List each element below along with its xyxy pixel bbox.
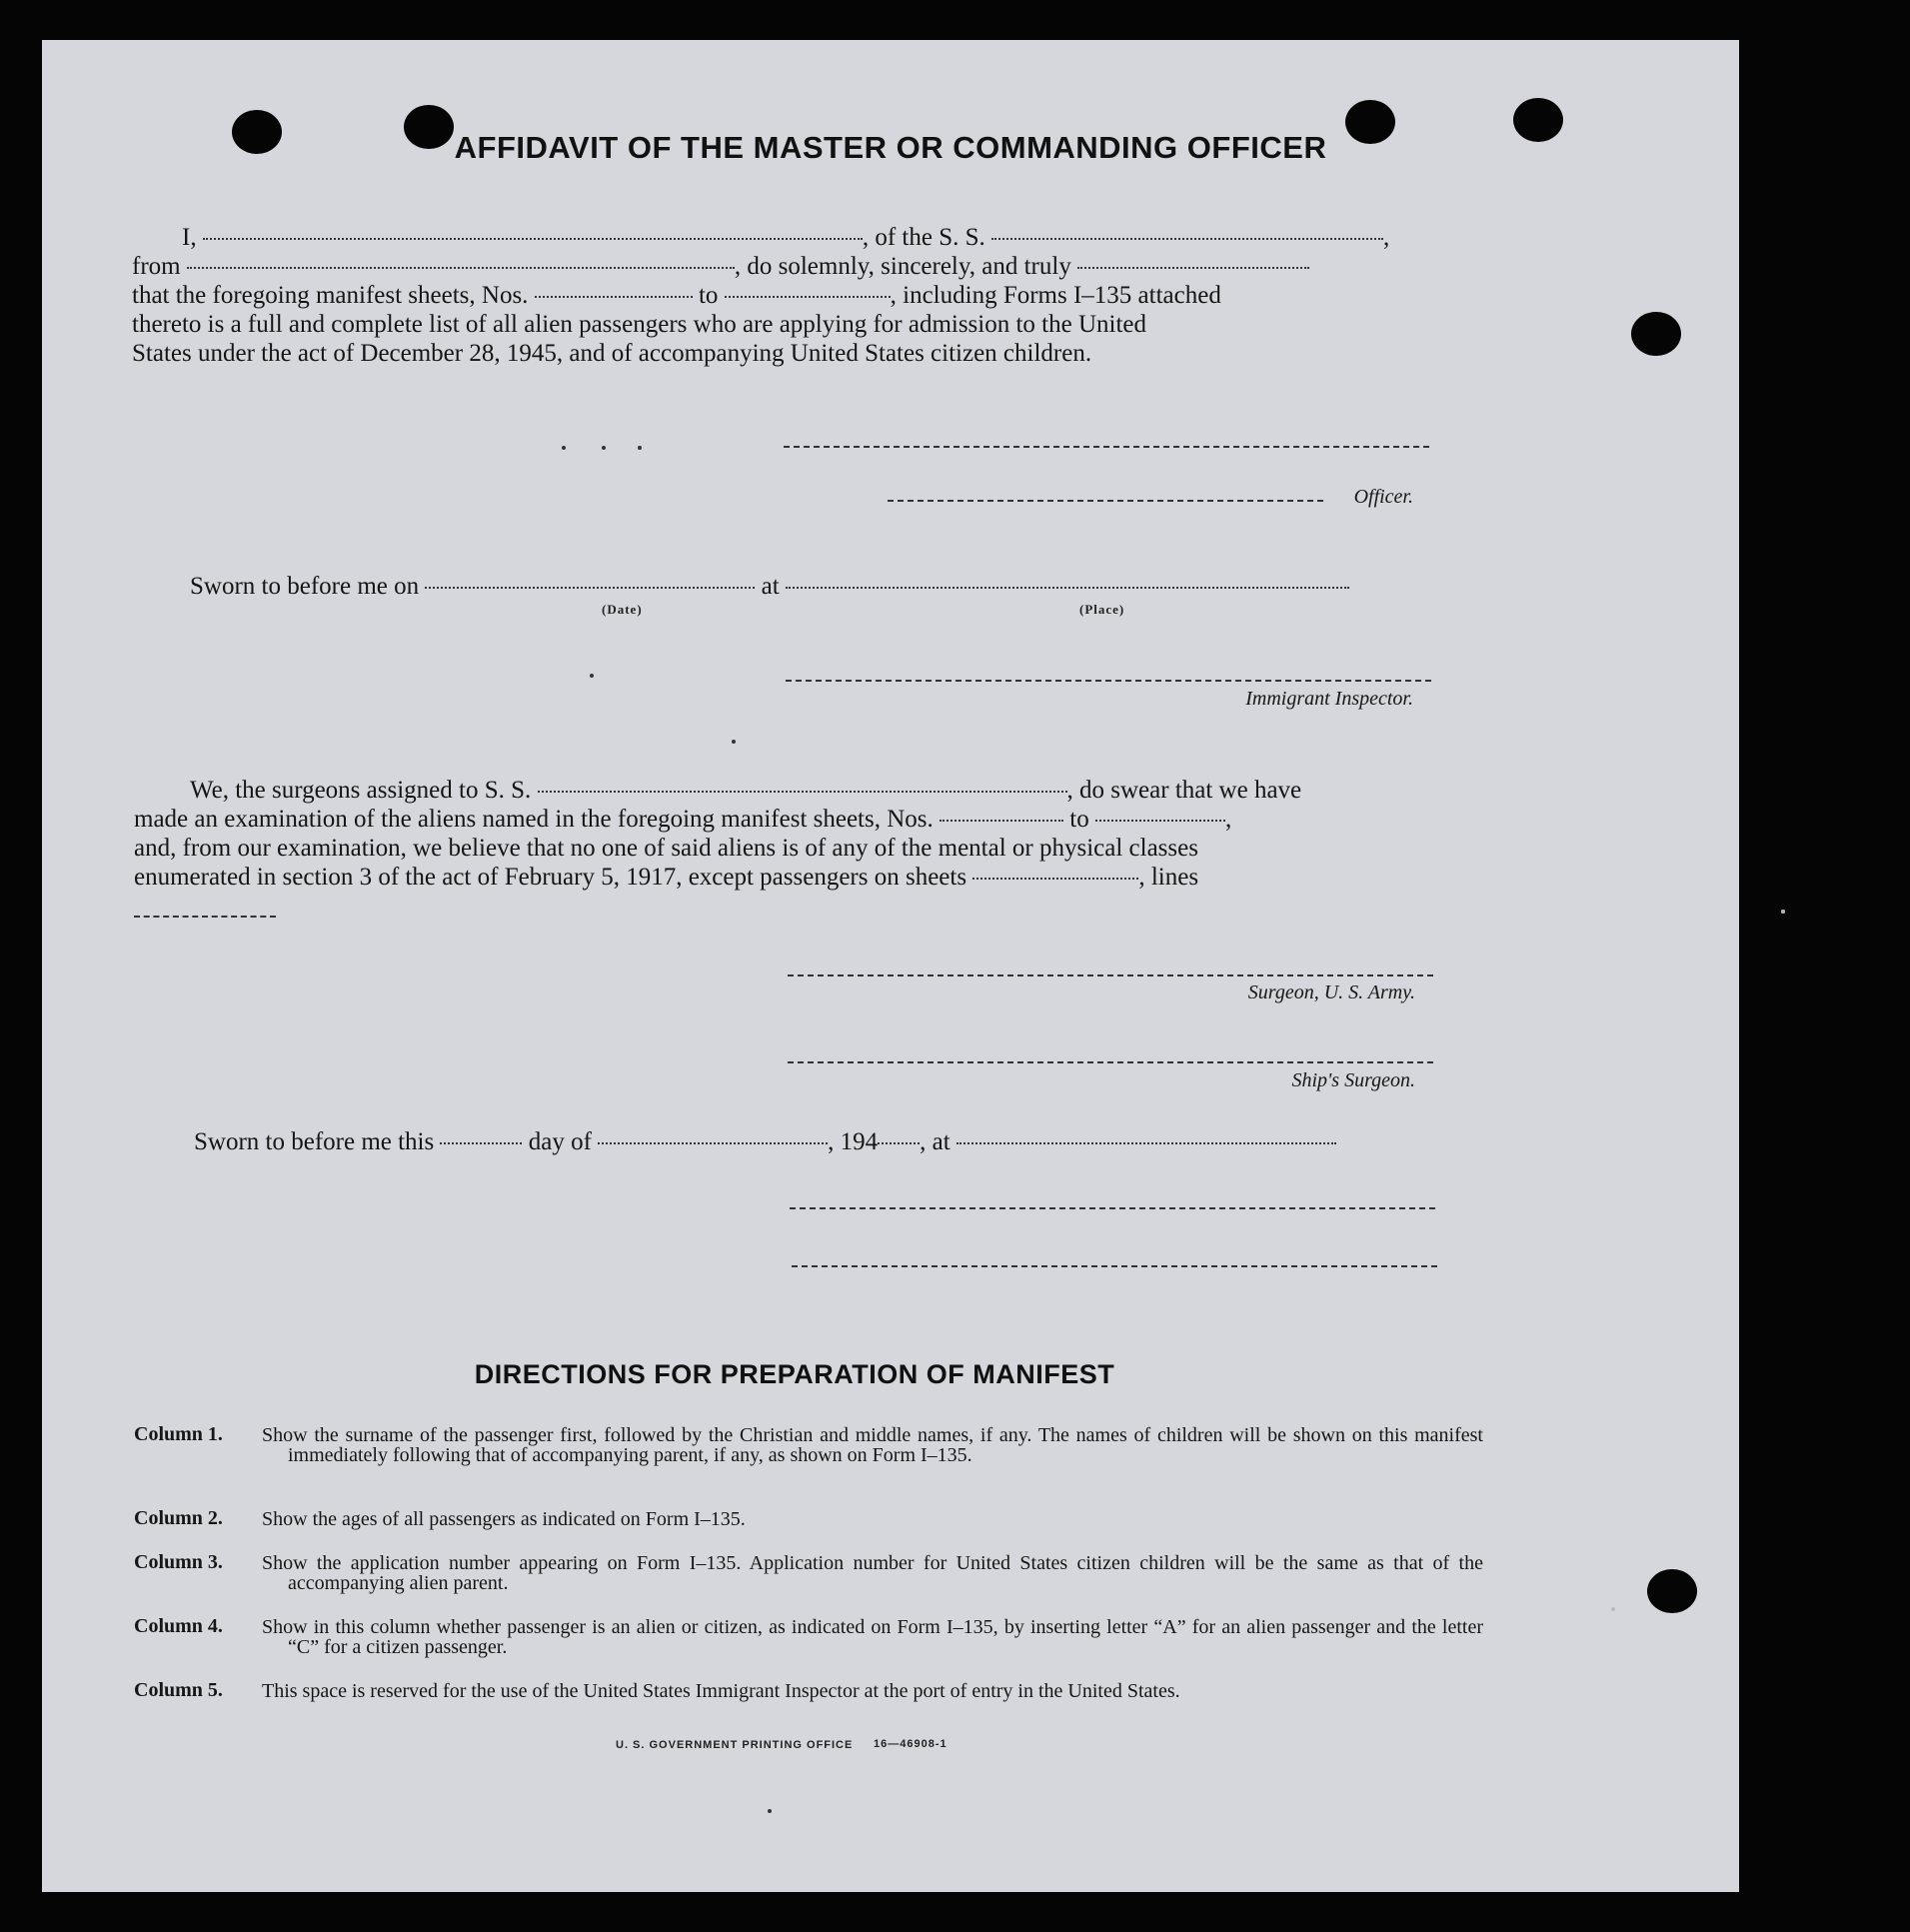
blank-oath[interactable] (1077, 267, 1309, 269)
text: I, (182, 224, 197, 251)
text: , lines (1138, 864, 1199, 891)
signature-line-army-surgeon[interactable] (788, 974, 1433, 976)
punch-hole (1647, 1569, 1697, 1613)
printing-office-imprint: U. S. GOVERNMENT PRINTING OFFICE (616, 1739, 854, 1751)
blank-sworn2-place[interactable] (956, 1142, 1336, 1144)
direction-text: Show the application number appearing on Form I–135. Application number for United States citizen children will be the same as that of the accompanying alien parent. (262, 1552, 1483, 1594)
surgeons-line-3: and, from our examination, we believe that no one of said aliens is of any of the mental or physical classes (134, 835, 1198, 862)
text: We, the surgeons assigned to S. S. (190, 777, 532, 804)
text: to (1069, 806, 1089, 833)
sworn-before-line (190, 572, 1349, 601)
speck (732, 740, 736, 744)
affidavit-line-3 (132, 281, 1221, 310)
speck (590, 674, 594, 678)
surgeons-line-4 (134, 863, 1198, 892)
direction-label: Column 2. (134, 1507, 223, 1529)
blank-sworn-place[interactable] (786, 587, 1349, 589)
speck (562, 446, 566, 450)
text: at (761, 573, 780, 600)
text: , do solemnly, sincerely, and truly (734, 253, 1071, 280)
surgeon-army-label: Surgeon, U. S. Army. (1247, 981, 1415, 1003)
form-code: 16—46908-1 (874, 1738, 948, 1750)
blank-day[interactable] (440, 1142, 522, 1144)
signature-line-master[interactable] (784, 446, 1429, 448)
text: that the foregoing manifest sheets, Nos. (132, 282, 529, 309)
text: from (132, 253, 181, 280)
text: enumerated in section 3 of the act of February 5, 1917, except passengers on sheets (134, 864, 967, 891)
direction-label: Column 4. (134, 1615, 223, 1637)
affidavit-line-1 (182, 223, 1389, 252)
blank-month[interactable] (598, 1142, 828, 1144)
blank-port-from[interactable] (187, 267, 735, 269)
text: , (1383, 224, 1390, 251)
text: , (1224, 806, 1232, 833)
blank-exception-sheets[interactable] (972, 878, 1138, 880)
direction-label: Column 5. (134, 1679, 223, 1701)
signature-line-officer[interactable] (888, 500, 1323, 502)
blank-exception-lines[interactable] (134, 916, 276, 918)
text: , do swear that we have (1066, 777, 1302, 804)
date-caption: (Date) (602, 602, 643, 617)
signature-line-1[interactable] (790, 1207, 1435, 1209)
blank-ship-name[interactable] (991, 238, 1383, 240)
place-caption: (Place) (1079, 602, 1125, 617)
direction-text: Show in this column whether passenger is an alien or citizen, as indicated on Form I–135, by inserting letter “A” for an alien passenger and the letter “C” for a citizen passenger. (262, 1616, 1483, 1658)
signature-line-2[interactable] (792, 1265, 1437, 1267)
blank-sheet-from[interactable] (535, 296, 693, 298)
surgeons-line-1 (190, 776, 1301, 805)
surgeons-line-2 (134, 805, 1231, 834)
direction-text: Show the surname of the passenger first, followed by the Christian and middle names, if any. The names of children will be shown on this manifest immediately following that of accompanying parent, if any, as shown on Form I–135. (262, 1424, 1483, 1466)
speck (1611, 1607, 1615, 1611)
ships-surgeon-label: Ship's Surgeon. (1291, 1069, 1415, 1091)
text: , including Forms I–135 attached (890, 282, 1221, 309)
direction-label: Column 1. (134, 1423, 223, 1445)
affidavit-line-2 (132, 252, 1309, 281)
officer-label: Officer. (1353, 486, 1413, 508)
text: to (698, 282, 719, 309)
text: made an examination of the aliens named in the foregoing manifest sheets, Nos. (134, 806, 934, 833)
text: day of (528, 1128, 592, 1155)
sworn-this-day-line (194, 1127, 1336, 1156)
text: , of the S. S. (862, 224, 985, 251)
directions-title: DIRECTIONS FOR PREPARATION OF MANIFEST (474, 1359, 1115, 1389)
speck (602, 446, 606, 450)
text: , at (920, 1128, 951, 1155)
blank-exam-sheet-from[interactable] (940, 820, 1063, 822)
speck (638, 446, 642, 450)
blank-exam-sheet-to[interactable] (1095, 820, 1225, 822)
direction-label: Column 3. (134, 1551, 223, 1573)
blank-master-name[interactable] (203, 238, 863, 240)
signature-line-inspector[interactable] (786, 680, 1431, 682)
signature-line-ships-surgeon[interactable] (788, 1061, 1433, 1063)
blank-year[interactable] (878, 1142, 920, 1144)
blank-sheet-to[interactable] (725, 296, 891, 298)
speck (768, 1809, 772, 1813)
text: , 194 (828, 1128, 879, 1155)
affidavit-title: AFFIDAVIT OF THE MASTER OR COMMANDING OFFICER (454, 130, 1327, 165)
affidavit-line-4: thereto is a full and complete list of all alien passengers who are applying for admission to the United (132, 311, 1147, 338)
speck (1781, 910, 1785, 914)
direction-text: This space is reserved for the use of the United States Immigrant Inspector at the port of entry in the United States. (262, 1680, 1180, 1702)
punch-hole (1631, 312, 1681, 356)
text: Sworn to before me on (190, 573, 420, 600)
form-page (42, 40, 1739, 1892)
blank-surgeon-ship[interactable] (538, 791, 1067, 793)
immigrant-inspector-label: Immigrant Inspector. (1245, 688, 1413, 710)
direction-text: Show the ages of all passengers as indicated on Form I–135. (262, 1508, 746, 1530)
affidavit-line-5: States under the act of December 28, 1945, and of accompanying United States citizen children. (132, 340, 1092, 367)
text: Sworn to before me this (194, 1128, 435, 1155)
blank-sworn-date[interactable] (425, 587, 755, 589)
